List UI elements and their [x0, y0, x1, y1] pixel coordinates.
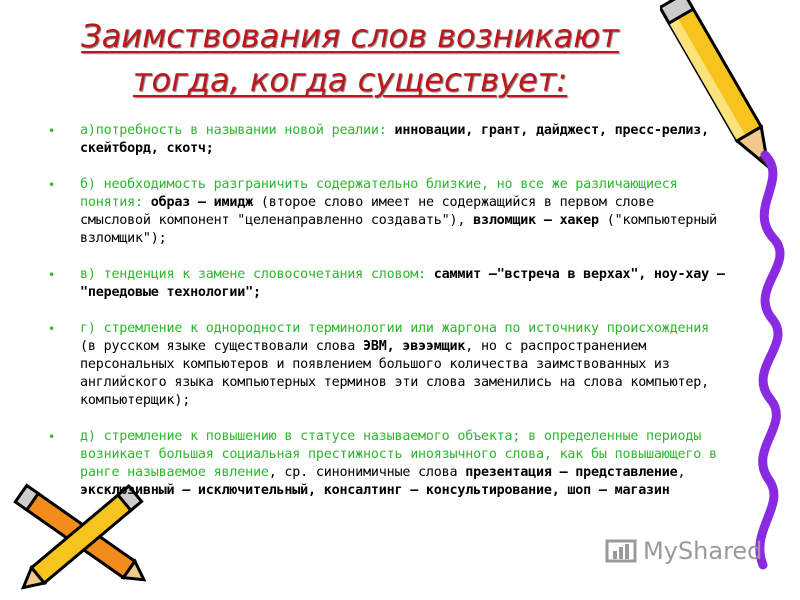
item-examples: образ – имидж: [150, 195, 253, 210]
item-note: , но с распространением персональных компьютеров и появлением большого количества заимствованных из английского языка компьютерных терминов эти слова заменились на слова компьютер, компьютерщик);: [80, 339, 709, 408]
bullet-icon: •: [48, 124, 56, 138]
item-text: б) необходимость разграничить содержательно близкие, но все же различающиеся понятия:: [80, 177, 678, 210]
item-text: а)потребность в назывании новой реалии:: [80, 123, 395, 138]
myshared-logo-icon: [605, 537, 639, 565]
item-text: г) стремление к однородности терминологии или жаргона по источнику происхождения: [80, 321, 709, 336]
list-item-b: [48, 176, 728, 248]
list-item-e: [48, 428, 728, 500]
item-text: д) стремление к повышению в статусе называемого объекта; в определенные периоды возникает большая социальная престижность иноязычного слова, как бы повышающего в ранге называемое явление: [80, 429, 717, 480]
item-examples: взломщик – хакер: [473, 213, 599, 228]
bullet-icon: •: [48, 178, 56, 192]
item-note: (второе слово имеет не содержащийся в первом слове смысловой компонент "целенаправленно создавать"),: [80, 195, 654, 228]
squiggle-decoration-icon: [735, 150, 800, 570]
item-examples: презентация – представление: [465, 465, 678, 480]
list-item-d: [48, 320, 728, 410]
slide-title: [0, 14, 700, 102]
bullet-icon: •: [48, 322, 56, 336]
item-examples: инновации, грант, дайджест, пресс-релиз, скейтборд, скотч;: [80, 123, 709, 156]
item-examples: саммит –"встреча в верхах", ноу-хау – "передовые технологии";: [80, 267, 725, 300]
item-note: (в русском языке существовали слова: [80, 339, 364, 354]
bullet-list: [48, 122, 728, 518]
bullet-icon: •: [48, 268, 56, 282]
item-text: в) тенденция к замене словосочетания словом:: [80, 267, 434, 282]
item-note: ,: [677, 465, 686, 480]
list-item-a: [48, 122, 728, 158]
bullet-icon: •: [48, 430, 56, 444]
logo-text: MyShared: [643, 537, 763, 565]
myshared-logo[interactable]: [605, 537, 762, 565]
item-examples: эксклюзивный – исключительный, консалтинг – консультирование, шоп – магазин: [80, 483, 670, 498]
title-line-1: Заимствования слов возникают: [81, 17, 619, 55]
item-note: , ср. синонимичные слова: [268, 465, 466, 480]
list-item-c: [48, 266, 728, 302]
item-note: ("компьютерный взломщик");: [80, 213, 717, 246]
item-examples: ЭВМ, эвээмщик: [363, 339, 466, 354]
title-line-2: тогда, когда существует:: [132, 61, 568, 99]
